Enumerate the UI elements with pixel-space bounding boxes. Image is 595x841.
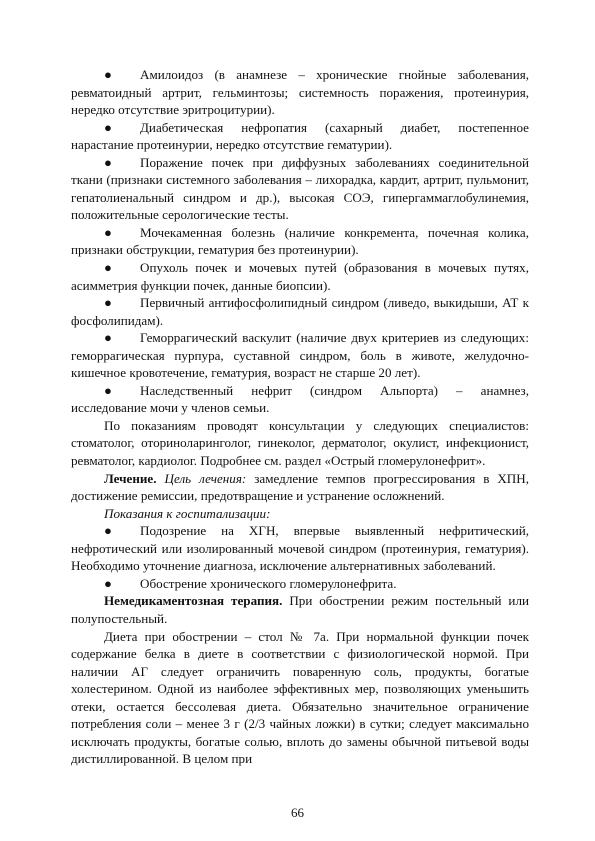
diet-paragraph: Диета при обострении – стол № 7а. При нормальной функции почек содержание белка в диете в соответствии с физиологической нормой. При наличии АГ следует ограничить поваренную соль, продукты, богатые холестерином. Одной из наиболее эффективных мер, позволяющих уменьшить отеки, остается бессолевая диета. Обязательно значительное ограничение потребления соли – менее 3 г (2/3 чайных ложки) в сутки; следует максимально исключать продукты, богатые солью, вплоть до замены обычной питьевой воды дистиллированной. В целом при <box>71 628 529 767</box>
treatment-goal-text: замедление темпов прогрессирования в ХПН, достижение ремиссии, предотвращение и устранение осложнений. <box>71 470 529 504</box>
list-item <box>71 259 529 294</box>
list-item-text: Первичный антифосфолипидный синдром (ливедо, выкидыши, АТ к фосфолипидам). <box>71 295 529 328</box>
list-item-text: Геморрагический васкулит (наличие двух критериев из следующих: геморрагическая пурпура, суставной синдром, боль в животе, желудочно-кишечное кровотечение, гематурия, возраст не старше 20 лет). <box>71 330 529 381</box>
list-item-text: Мочекаменная болезнь (наличие конкремента, почечная колика, признаки обструкции, гематурия без протеинурии). <box>71 224 529 258</box>
list-item <box>71 294 529 329</box>
bullet: ● <box>104 119 112 135</box>
list-item-text: Обострение хронического гломерулонефрита. <box>140 575 397 591</box>
treatment-goal-label: Цель лечения: <box>164 470 247 486</box>
page-number: 66 <box>291 805 304 820</box>
list-item-text: Диабетическая нефропатия (сахарный диабет, постепенное нарастание протеинурии, нередко отсутствие гематурии). <box>71 119 529 153</box>
bullet: ● <box>104 575 112 591</box>
treatment-heading: Лечение. <box>104 470 157 486</box>
bullet: ● <box>104 523 112 539</box>
bullet: ● <box>104 154 112 170</box>
list-item <box>71 119 529 154</box>
bullet: ● <box>104 382 112 398</box>
list-item-text: Подозрение на ХГН, впервые выявленный нефритический, нефротический или изолированный мочевой синдром (протеинурия, гематурия). Необходимо уточнение диагноза, исключение альтернативных заболеваний. <box>71 523 529 574</box>
hospitalization-label-paragraph <box>71 505 529 523</box>
list-item <box>71 329 529 382</box>
list-item <box>71 575 529 593</box>
list-item <box>71 224 529 259</box>
nondrug-heading: Немедикаментозная терапия. <box>104 593 283 609</box>
list-item-text: Амилоидоз (в анамнезе – хронические гнойные заболевания, ревматоидный артрит, гельминтозы; системность поражения, протеинурия, нередко отсутствие эритроцитурии). <box>71 67 529 118</box>
list-item <box>71 154 529 224</box>
bullet: ● <box>104 67 112 82</box>
nondrug-paragraph <box>71 592 529 627</box>
consultation-paragraph: По показаниям проводят консультации у следующих специалистов: стоматолог, оториноларинголог, гинеколог, дерматолог, окулист, инфекционист, ревматолог, кардиолог. Подробнее см. раздел «Острый гломерулонефрит». <box>71 417 529 469</box>
bullet: ● <box>104 224 112 240</box>
hospitalization-label: Показания к госпитализации: <box>104 505 271 521</box>
list-item-text: Наследственный нефрит (синдром Альпорта) – анамнез, исследование мочи у членов семьи. <box>71 382 529 416</box>
list-item <box>71 66 529 119</box>
nondrug-text: При обострении режим постельный или полупостельный. <box>71 593 529 626</box>
body-text <box>71 66 529 768</box>
list-item-text: Опухоль почек и мочевых путей (образования в мочевых путях, асимметрия функции почек, данные биопсии). <box>71 260 529 293</box>
bullet: ● <box>104 260 112 276</box>
list-item-text: Поражение почек при диффузных заболеваниях соединительной ткани (признаки системного заболевания – лихорадка, кардит, артрит, пульмонит, гепатолиенальный синдром и др.), высокая СОЭ, гипергаммаглобулинемия, положительные серологические тесты. <box>71 154 529 223</box>
list-item <box>71 522 529 575</box>
treatment-paragraph <box>71 470 529 505</box>
list-item <box>71 382 529 417</box>
bullet: ● <box>104 295 112 311</box>
bullet: ● <box>104 330 112 346</box>
